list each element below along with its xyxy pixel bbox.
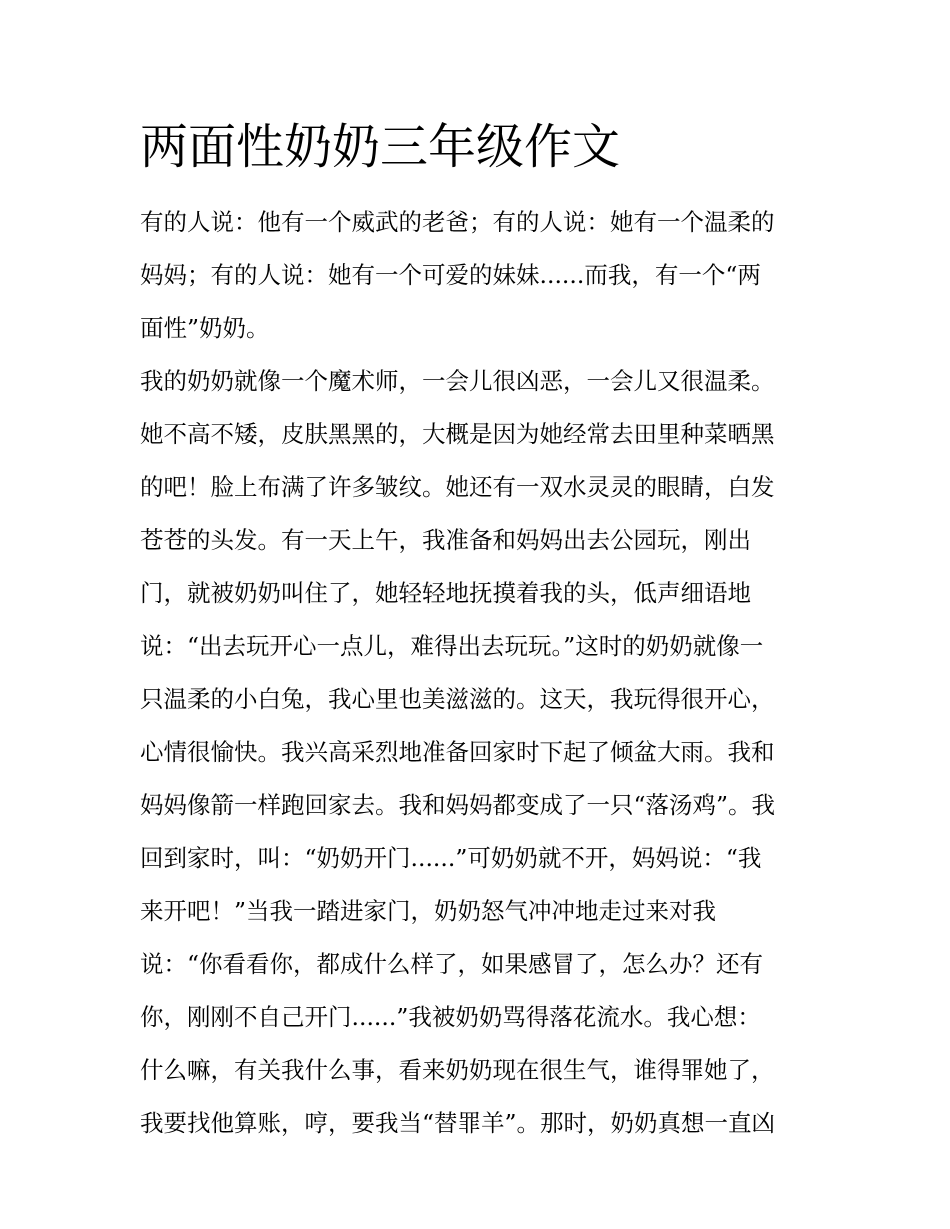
text-line: 妈妈像箭一样跑回家去。我和妈妈都变成了一只“落汤鸡”。我 xyxy=(140,791,776,819)
text-line: 她不高不矮，皮肤黑黑的，大概是因为她经常去田里种菜晒黑 xyxy=(140,420,775,448)
text-line: 你，刚刚不自己开门......”我被奶奶骂得落花流水。我心想： xyxy=(140,1003,761,1031)
text-line: 心情很愉快。我兴高采烈地准备回家时下起了倾盆大雨。我和 xyxy=(140,738,775,766)
text-line: 我要找他算账，哼，要我当“替罪羊”。那时，奶奶真想一直凶 xyxy=(140,1109,776,1137)
text-line: 妈妈；有的人说：她有一个可爱的妹妹......而我，有一个“两 xyxy=(140,261,761,289)
text-line: 我的奶奶就像一个魔术师，一会儿很凶恶，一会儿又很温柔。 xyxy=(140,367,775,395)
text-line: 有的人说：他有一个威武的老爸；有的人说：她有一个温柔的 xyxy=(140,208,775,236)
text-line: 说：“你看看你，都成什么样了，如果感冒了，怎么办？还有 xyxy=(140,950,764,978)
document-body xyxy=(140,196,820,1150)
text-line: 只温柔的小白兔，我心里也美滋滋的。这天，我玩得很开心， xyxy=(140,685,775,713)
text-line: 什么嘛，有关我什么事，看来奶奶现在很生气，谁得罪她了， xyxy=(140,1056,775,1084)
text-line: 回到家时，叫：“奶奶开门......”可奶奶就不开，妈妈说：“我 xyxy=(140,844,762,872)
text-line: 苍苍的头发。有一天上午，我准备和妈妈出去公园玩，刚出 xyxy=(140,526,751,554)
text-line: 的吧！脸上布满了许多皱纹。她还有一双水灵灵的眼睛，白发 xyxy=(140,473,775,501)
text-line: 来开吧！”当我一踏进家门，奶奶怒气冲冲地走过来对我 xyxy=(140,897,717,925)
text-line: 门，就被奶奶叫住了，她轻轻地抚摸着我的头，低声细语地 xyxy=(140,579,751,607)
document-title: 两面性奶奶三年级作文 xyxy=(140,119,621,175)
text-line: 面性”奶奶。 xyxy=(140,314,270,342)
text-line: 说：“出去玩开心一点儿，难得出去玩玩。”这时的奶奶就像一 xyxy=(140,632,764,660)
